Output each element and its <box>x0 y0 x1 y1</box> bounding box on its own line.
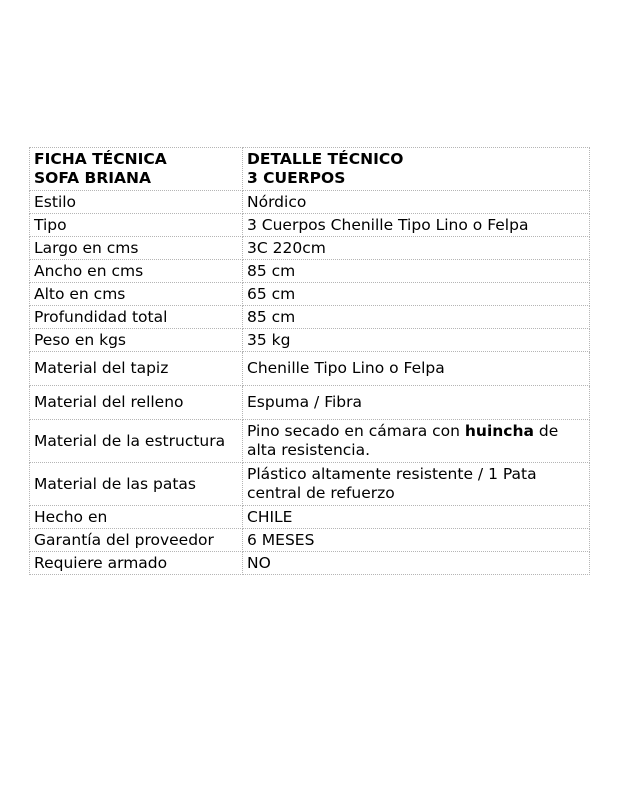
table-row <box>30 386 590 420</box>
table-row <box>30 191 590 214</box>
row-value: 35 kg <box>243 329 590 352</box>
row-label: Material del relleno <box>30 386 243 420</box>
table-row <box>30 420 590 463</box>
value-text: Pino secado en cámara con <box>247 422 465 440</box>
row-value: Espuma / Fibra <box>243 386 590 420</box>
value-text: de alta resistencia. <box>247 422 559 459</box>
row-value: Nórdico <box>243 191 590 214</box>
row-value: 85 cm <box>243 306 590 329</box>
row-label: Tipo <box>30 214 243 237</box>
row-label: Requiere armado <box>30 552 243 575</box>
table-row <box>30 237 590 260</box>
header-cell-detalle <box>243 148 590 191</box>
row-label: Peso en kgs <box>30 329 243 352</box>
row-label: Garantía del proveedor <box>30 529 243 552</box>
row-value <box>243 420 590 463</box>
row-label: Profundidad total <box>30 306 243 329</box>
row-label: Material de las patas <box>30 463 243 506</box>
table-row <box>30 552 590 575</box>
row-label: Ancho en cms <box>30 260 243 283</box>
table-row <box>30 283 590 306</box>
row-value: 85 cm <box>243 260 590 283</box>
technical-spec-table <box>29 147 590 575</box>
value-bold-text: huincha <box>464 422 534 440</box>
header-product: SOFA BRIANA <box>34 169 152 187</box>
row-value: 65 cm <box>243 283 590 306</box>
header-cell-ficha <box>30 148 243 191</box>
row-label: Hecho en <box>30 506 243 529</box>
header-title: FICHA TÉCNICA <box>34 150 167 168</box>
row-label: Material de la estructura <box>30 420 243 463</box>
row-label: Material del tapiz <box>30 352 243 386</box>
table-row <box>30 329 590 352</box>
row-value: 6 MESES <box>243 529 590 552</box>
table-row <box>30 463 590 506</box>
table-row <box>30 352 590 386</box>
row-value: NO <box>243 552 590 575</box>
row-value: 3 Cuerpos Chenille Tipo Lino o Felpa <box>243 214 590 237</box>
row-value: Plástico altamente resistente / 1 Pata central de refuerzo <box>243 463 590 506</box>
header-detail-title: DETALLE TÉCNICO <box>247 150 404 168</box>
table-row <box>30 260 590 283</box>
table-row <box>30 306 590 329</box>
row-label: Largo en cms <box>30 237 243 260</box>
table-row <box>30 214 590 237</box>
row-label: Alto en cms <box>30 283 243 306</box>
row-value: 3C 220cm <box>243 237 590 260</box>
row-value: Chenille Tipo Lino o Felpa <box>243 352 590 386</box>
table-row <box>30 529 590 552</box>
row-label: Estilo <box>30 191 243 214</box>
table-row <box>30 506 590 529</box>
table-header-row <box>30 148 590 191</box>
header-detail-variant: 3 CUERPOS <box>247 169 346 187</box>
row-value: CHILE <box>243 506 590 529</box>
